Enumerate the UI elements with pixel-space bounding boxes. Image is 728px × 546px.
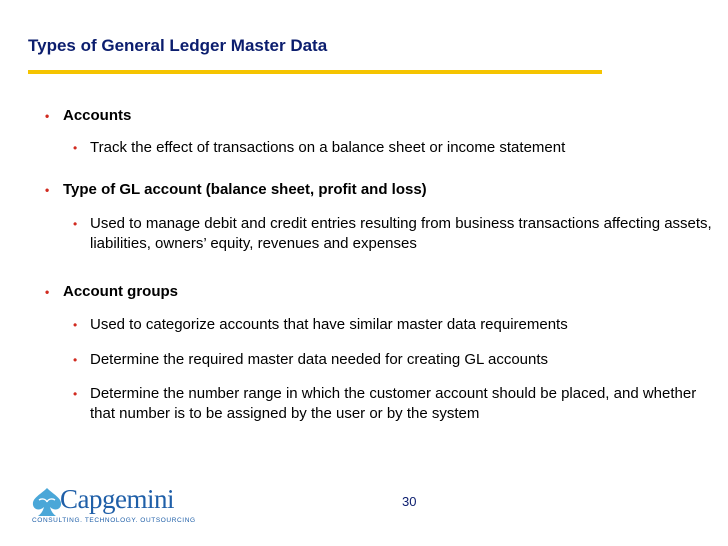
bullet-heading: Type of GL account (balance sheet, profit and loss)	[63, 181, 427, 198]
spade-logo-icon	[30, 486, 64, 518]
bullet-icon: •	[45, 285, 50, 299]
bullet-icon: •	[73, 318, 78, 332]
sub-bullet-text: Used to categorize accounts that have similar master data requirements	[90, 316, 568, 333]
bullet-heading: Accounts	[63, 107, 132, 124]
bullet-icon: •	[73, 387, 78, 401]
sub-bullet-item	[73, 214, 718, 254]
bullet-icon: •	[73, 141, 78, 155]
bullet-item-account-groups	[45, 282, 178, 302]
bullet-item-accounts	[45, 106, 132, 126]
bullet-icon: •	[45, 109, 50, 123]
sub-bullet-text: Determine the number range in which the customer account should be placed, and whether that number is to be assigned by the user or by the system	[90, 385, 697, 422]
sub-bullet-text: Determine the required master data needed for creating GL accounts	[90, 351, 549, 368]
sub-bullet-text: Track the effect of transactions on a balance sheet or income statement	[90, 139, 566, 156]
logo-wordmark: Capgemini	[60, 484, 174, 514]
sub-bullet-item	[73, 138, 718, 158]
bullet-item-gl-account-type	[45, 180, 427, 200]
sub-bullet-text: Used to manage debit and credit entries resulting from business transactions affecting assets, liabilities, owners’ equity, revenues and expenses	[90, 215, 712, 252]
bullet-icon: •	[45, 183, 50, 197]
page-number: 30	[402, 494, 417, 509]
title-underline	[28, 70, 602, 74]
sub-bullet-item	[73, 384, 718, 424]
sub-bullet-item	[73, 350, 718, 370]
company-logo	[30, 484, 196, 526]
bullet-heading: Account groups	[63, 283, 178, 300]
sub-bullet-item	[73, 315, 718, 335]
logo-tagline: CONSULTING. TECHNOLOGY. OUTSOURCING	[32, 517, 196, 524]
bullet-icon: •	[73, 353, 78, 367]
bullet-icon: •	[73, 217, 78, 231]
slide-title: Types of General Ledger Master Data	[28, 36, 328, 55]
